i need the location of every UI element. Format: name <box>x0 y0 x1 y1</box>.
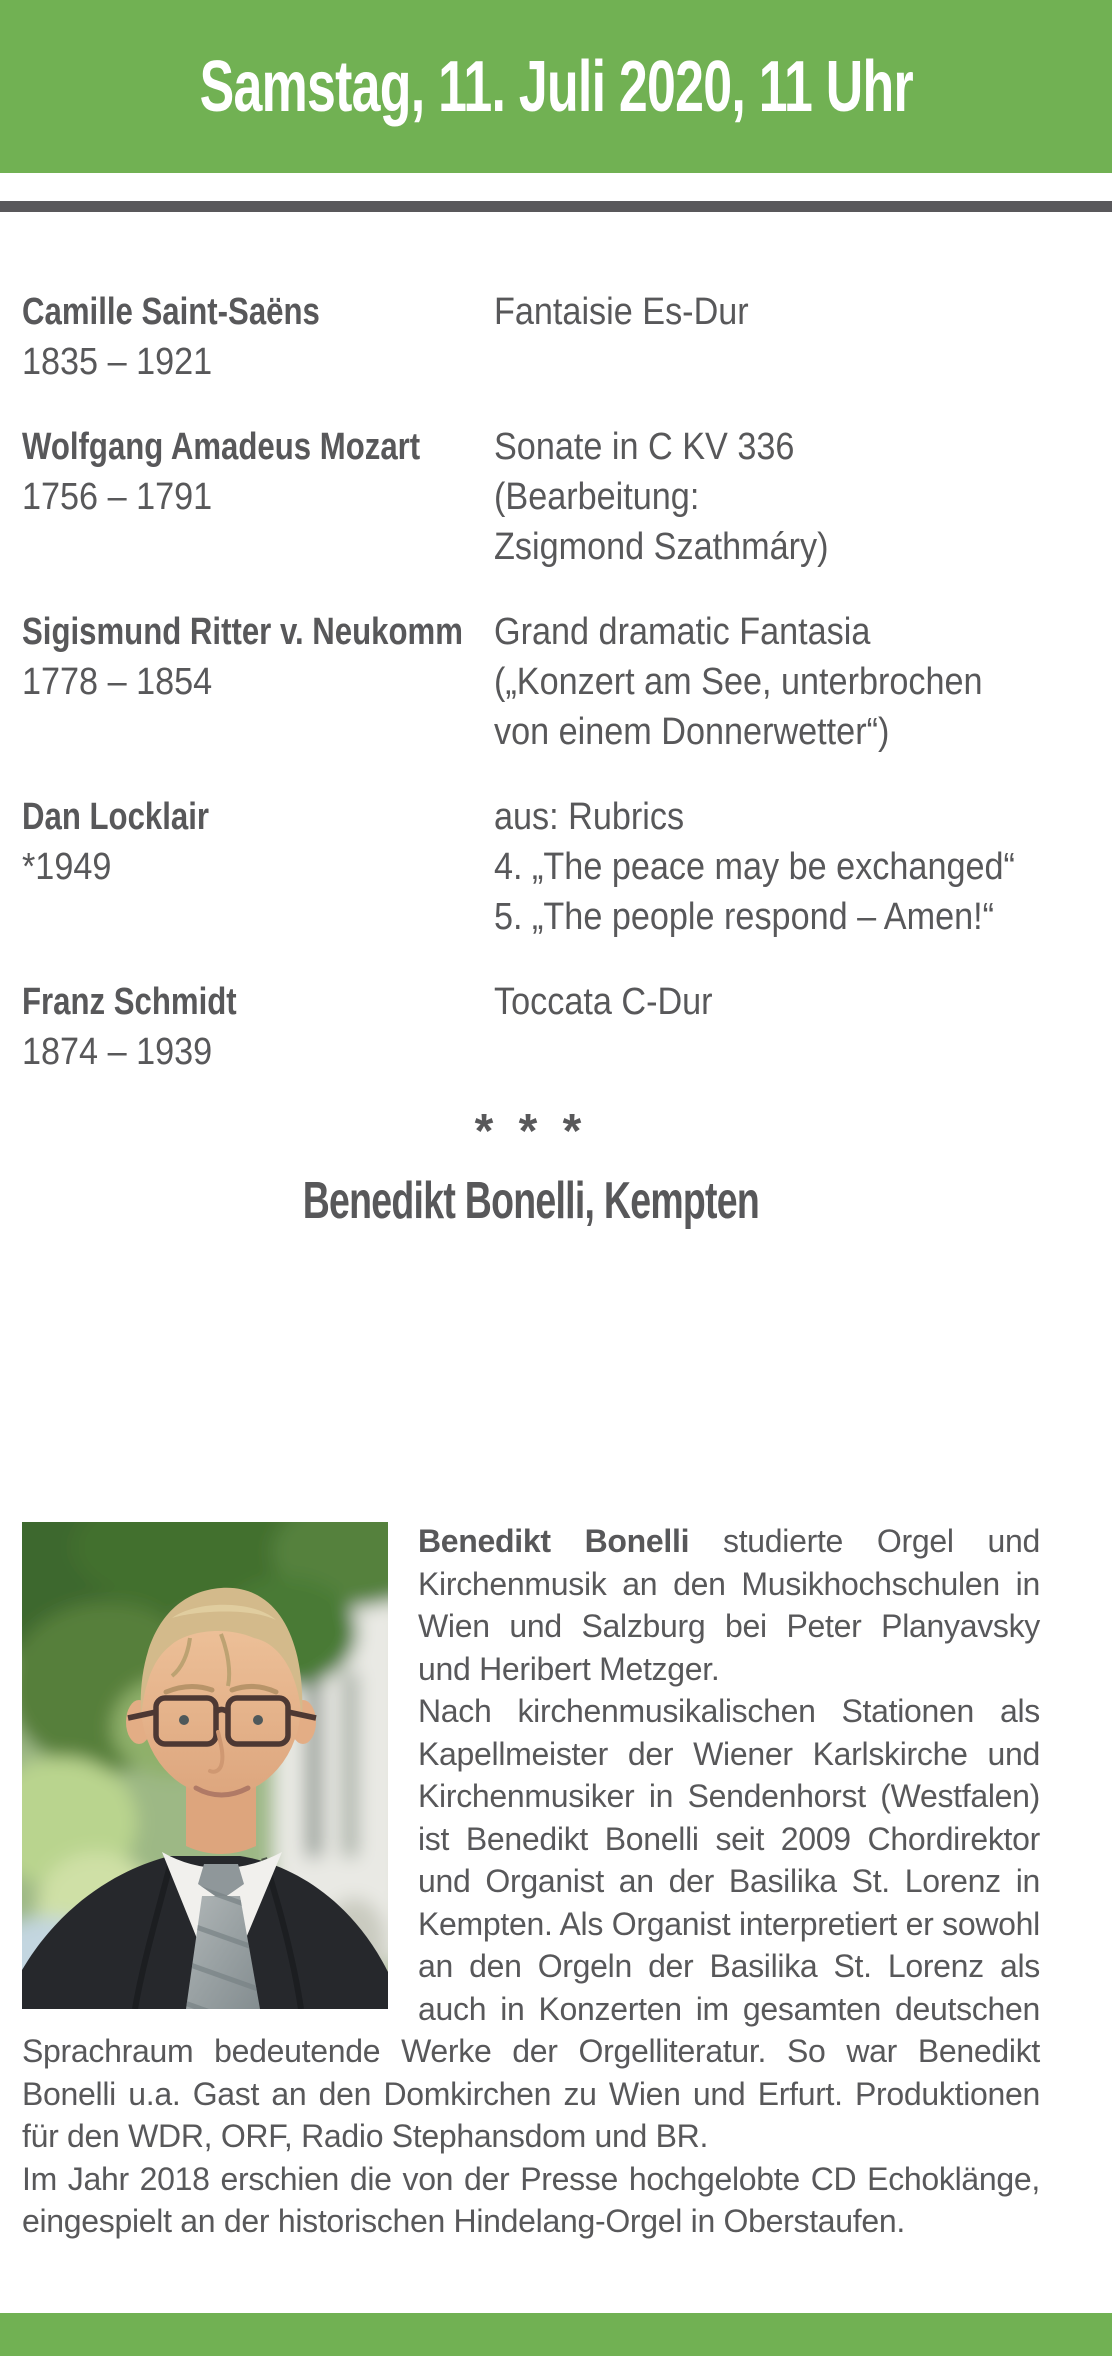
work-line: (Bearbeitung: <box>494 476 700 518</box>
composer-name: Sigismund Ritter v. Neukomm <box>22 611 463 653</box>
divider-rule <box>0 201 1112 212</box>
composer-column <box>22 607 494 757</box>
composer-name: Wolfgang Amadeus Mozart <box>22 426 421 468</box>
bio-paragraph: Nach kirchenmusikalischen Stationen als Kapellmeister der Wiener Karlskirche und Kirchenmusiker in Sendenhorst (Westfalen) ist Benedikt Bonelli seit 2009 Chordirektor und Organist an der Basilika St. Lorenz in Kempten. Als Organist interpretiert er sowohl an den Orgeln der Basilika St. Lorenz als auch in Konzerten im gesamten deutschen Sprachraum bedeutende Werke der Orgelliteratur. So war Benedikt Bonelli u.a. Gast an den Domkirchen zu Wien und Erfurt. Produktionen für den WDR, ORF, Radio Stephansdom und BR. <box>22 1693 1040 2154</box>
work-line: von einem Donnerwetter“) <box>494 711 890 753</box>
work-line: 5. „The people respond – Amen!“ <box>494 896 995 938</box>
bio-lead-name: Benedikt Bonelli <box>418 1523 690 1559</box>
composer-dates: *1949 <box>22 846 112 888</box>
header-bar <box>0 0 1112 173</box>
work-line: Grand dramatic Fantasia <box>494 611 871 653</box>
program-entry <box>22 607 1040 757</box>
program-entry <box>22 977 1040 1077</box>
work-line: Sonate in C KV 336 <box>494 426 795 468</box>
work-line: Zsigmond Szathmáry) <box>494 526 829 568</box>
work-line: („Konzert am See, unterbrochen <box>494 661 983 703</box>
work-line: Toccata C-Dur <box>494 981 713 1023</box>
composer-dates: 1756 – 1791 <box>22 476 213 518</box>
composer-dates: 1874 – 1939 <box>22 1031 213 1073</box>
portrait-illustration <box>22 1522 388 2009</box>
composer-dates: 1778 – 1854 <box>22 661 213 703</box>
program-entry <box>22 792 1040 942</box>
composer-column <box>22 422 494 572</box>
page-title: Samstag, 11. Juli 2020, 11 Uhr <box>199 46 913 127</box>
work-column <box>494 977 1040 1077</box>
performer-line <box>22 1172 1040 1231</box>
composer-column <box>22 792 494 942</box>
work-line: 4. „The peace may be exchanged“ <box>494 846 1015 888</box>
composer-name: Franz Schmidt <box>22 981 237 1023</box>
composer-name: Camille Saint-Saëns <box>22 291 320 333</box>
performer-name: Benedikt Bonelli, Kempten <box>302 1172 760 1230</box>
composer-column <box>22 977 494 1077</box>
program-entry <box>22 287 1040 387</box>
footer-bar <box>0 2313 1112 2356</box>
work-column <box>494 607 1040 757</box>
work-column <box>494 287 1040 387</box>
work-line: Fantaisie Es-Dur <box>494 291 749 333</box>
composer-name: Dan Locklair <box>22 796 210 838</box>
bio-paragraph-text: studierte Orgel und Kirchenmusik an den Musikhochschulen in Wien und Salzburg bei Peter Planyavsky und Heribert Metzger. <box>418 1523 1040 1687</box>
bio-paragraph: Im Jahr 2018 erschien die von der Presse hochgelobte CD Echoklänge, eingespielt an der historischen Hindelang-Orgel in Oberstaufen. <box>22 2160 1040 2239</box>
composer-column <box>22 287 494 387</box>
work-line: aus: Rubrics <box>494 796 685 838</box>
work-column <box>494 792 1040 942</box>
composer-dates: 1835 – 1921 <box>22 341 213 383</box>
stars-separator: * * * <box>474 1105 588 1158</box>
performer-photo <box>22 1522 388 2009</box>
program-section <box>22 287 1040 1231</box>
program-entry <box>22 422 1040 572</box>
work-column <box>494 422 1040 572</box>
bio-section <box>22 1520 1040 2243</box>
